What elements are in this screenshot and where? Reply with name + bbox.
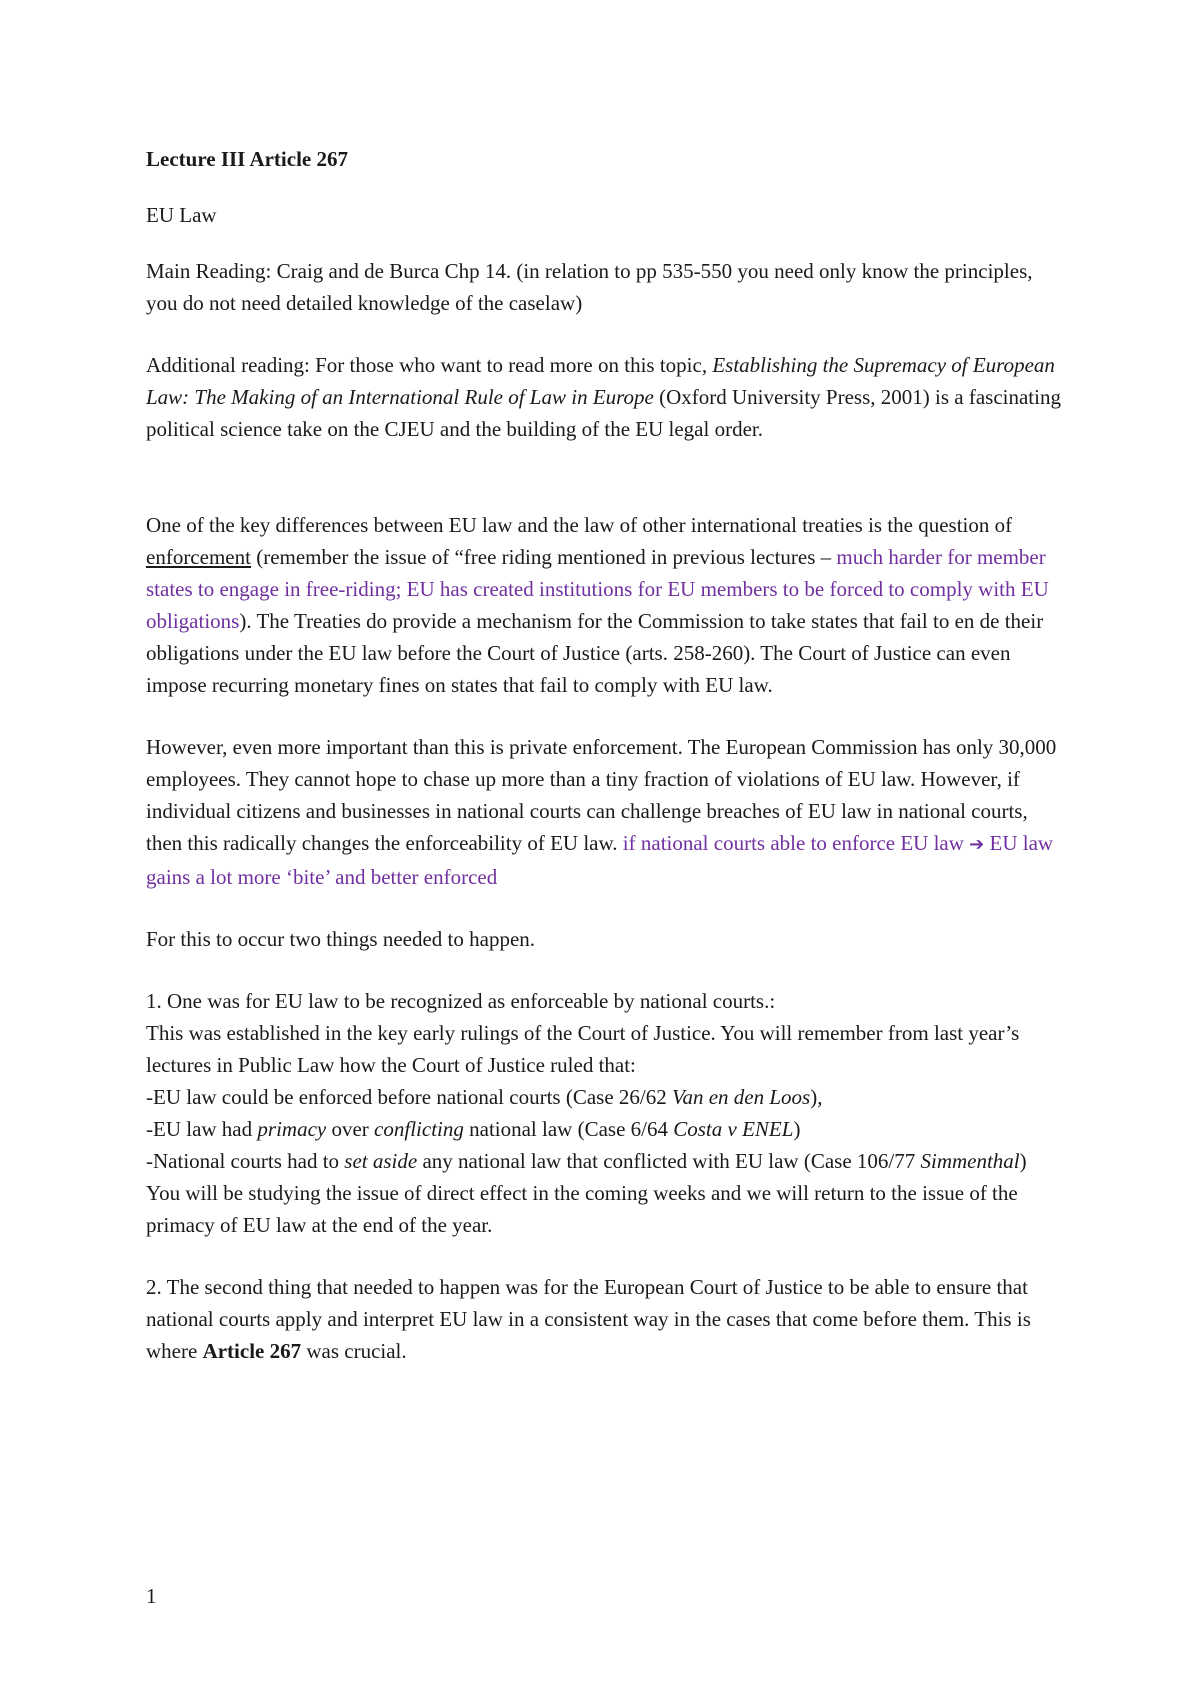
point-1-closing: You will be studying the issue of direct effect in the coming weeks and we will return to the issue of the primacy of EU law at the end of the year. xyxy=(146,1181,1018,1237)
main-reading-paragraph: Main Reading: Craig and de Burca Chp 14. (in relation to pp 535-550 you need only know the principles, you do not need detailed knowledge of the caselaw) xyxy=(146,259,1033,315)
document-subtitle: EU Law xyxy=(146,203,217,227)
emphasis-set-aside: set aside xyxy=(344,1149,418,1173)
bullet-3-end: ) xyxy=(1019,1149,1027,1173)
point-2-text: 2. The second thing that needed to happen was for the European Court of Justice to be able to ensure that national courts apply and interpret EU law in a consistent way in the cases that come before them. This is where xyxy=(146,1275,1031,1363)
bullet-1-end: ), xyxy=(810,1085,823,1109)
bullet-3-text-b: any national law that conflicted with EU law (Case 106/77 xyxy=(417,1149,921,1173)
point-1-heading: 1. One was for EU law to be recognized as enforceable by national courts.: xyxy=(146,989,776,1013)
bullet-3-text: -National courts had to xyxy=(146,1149,345,1173)
point-2-end: was crucial. xyxy=(301,1339,407,1363)
emphasis-conflicting: conflicting xyxy=(374,1117,464,1141)
additional-reading-prefix: Additional reading: For those who want to read more on this topic, xyxy=(146,353,713,377)
arrow-right-icon: ➔ xyxy=(969,834,985,855)
case-name: Simmenthal xyxy=(920,1149,1020,1173)
private-enforcement-paragraph xyxy=(146,731,1066,893)
private-enforcement-note-b: EU law gains a lot more ‘bite’ and better enforced xyxy=(146,831,1054,889)
point-1-intro: This was established in the key early rulings of the Court of Justice. You will remember from last year’s lectures in Public Law how the Court of Justice ruled that: xyxy=(146,1021,1020,1077)
point-2-paragraph xyxy=(146,1271,1066,1367)
enforcement-text-2: (remember the issue of “free riding mentioned in previous lectures – xyxy=(250,545,837,569)
enforcement-underlined: enforcement xyxy=(146,545,251,569)
enforcement-paragraph xyxy=(146,509,1066,701)
bullet-2-text-c: national law (Case 6/64 xyxy=(463,1117,674,1141)
article-267-bold: Article 267 xyxy=(202,1339,302,1363)
document-title: Lecture III Article 267 xyxy=(146,147,348,171)
case-name: Costa v ENEL xyxy=(673,1117,794,1141)
enforcement-text-3: ). The Treaties do provide a mechanism for the Commission to take states that fail to en de their obligations under the EU law before the Court of Justice (arts. 258-260). The Court of Justice can even impose recurring monetary fines on states that fail to comply with EU law. xyxy=(146,609,1044,697)
point-1-bullet-3 xyxy=(146,1145,1066,1177)
bullet-1-text: -EU law could be enforced before national courts (Case 26/62 xyxy=(146,1085,672,1109)
additional-reading-suffix: (Oxford University Press, 2001) is a fascinating political science take on the CJEU and the building of the EU legal order. xyxy=(146,385,1061,441)
bullet-2-text-b: over xyxy=(326,1117,375,1141)
point-1-bullet-1 xyxy=(146,1081,1066,1113)
page-number: 1 xyxy=(146,1584,157,1608)
two-things-paragraph: For this to occur two things needed to happen. xyxy=(146,927,536,951)
emphasis-primacy: primacy xyxy=(257,1117,327,1141)
enforcement-text-1: One of the key differences between EU law and the law of other international treaties is the question of xyxy=(146,513,1013,537)
case-name: Van en den Loos xyxy=(671,1085,811,1109)
bullet-2-text: -EU law had xyxy=(146,1117,258,1141)
private-enforcement-text: However, even more important than this is private enforcement. The European Commission has only 30,000 employees. They cannot hope to chase up more than a tiny fraction of violations of EU law. However, if individual citizens and businesses in national courts can challenge breaches of EU law in national courts, then this radically changes the enforceability of EU law. xyxy=(146,735,1057,855)
bullet-2-end: ) xyxy=(793,1117,801,1141)
private-enforcement-note-a: if national courts able to enforce EU law xyxy=(622,831,970,855)
point-1-bullet-2 xyxy=(146,1113,1066,1145)
additional-reading-paragraph xyxy=(146,349,1066,445)
document-page xyxy=(146,143,1066,1367)
book-title: Establishing the Supremacy of European Law: The Making of an International Rule of Law in Europe xyxy=(146,353,1055,409)
enforcement-note: much harder for member states to engage in free-riding; EU has created institutions for EU members to be forced to comply with EU obligations xyxy=(146,545,1049,633)
